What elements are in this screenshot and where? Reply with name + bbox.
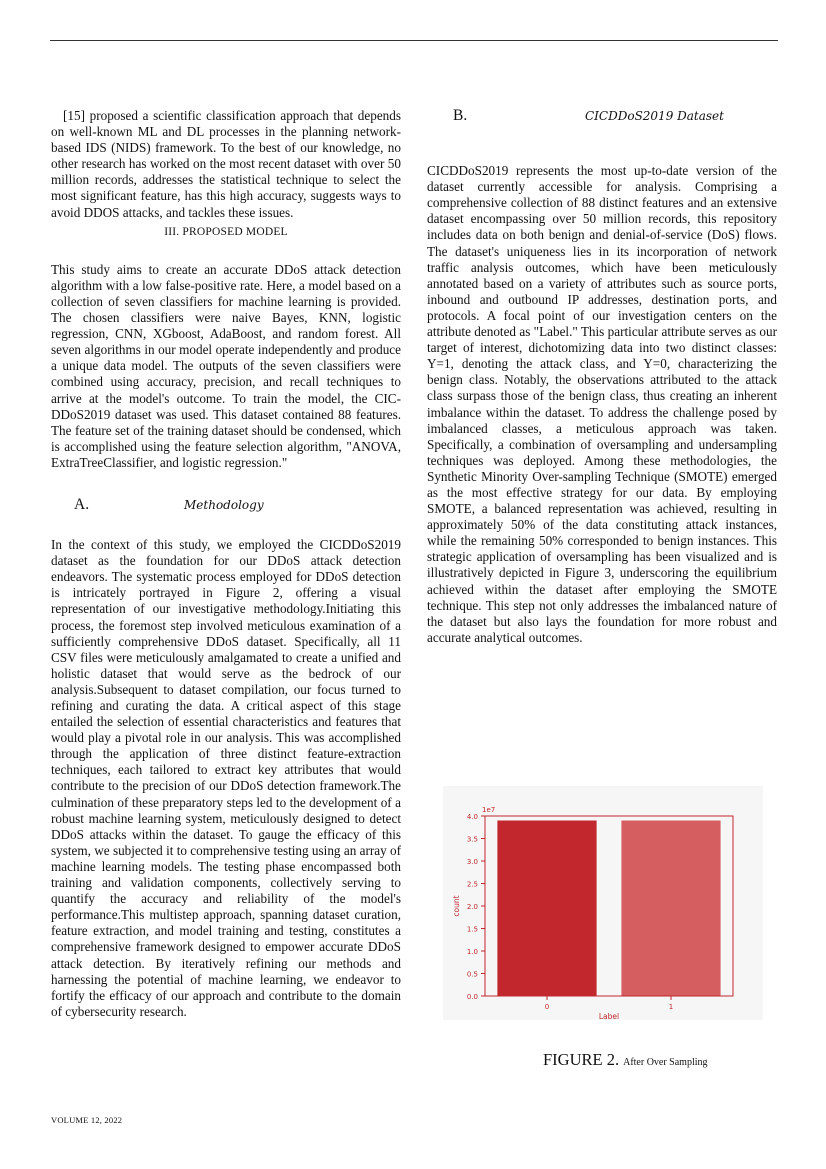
- subsection-b-title: CICDDoS2019 Dataset: [585, 109, 724, 123]
- y-tick-label: 1.5: [466, 925, 478, 934]
- y-tick-label: 3.5: [466, 835, 478, 844]
- y-tick-label: 0.5: [466, 970, 478, 979]
- y-tick-label: 2.0: [466, 903, 478, 911]
- y-tick-label: 2.5: [466, 880, 478, 889]
- y-tick-label: 4.0: [466, 813, 478, 821]
- bar-chart: [443, 786, 763, 1020]
- footer-volume: VOLUME 12, 2022: [51, 1115, 123, 1125]
- dataset-paragraph: CICDDoS2019 represents the most up-to-date version of the dataset currently accessible for analysis. Comprising a comprehensive collection of 88 distinct features and an extensive dataset encompassing over 50 million records, this repository includes data on both benign and denial-of-service (DoS) flows. The dataset's uniqueness lies in its incorporation of network traffic analysis outcomes, which have been meticulously annotated based on a variety of attributes such as source ports, inbound and outbound IP addresses, destination ports, and protocols. A focal point of our investigation centers on the attribute denoted as "Label." This particular attribute serves as our target of interest, dichotomizing data into two distinct classes: Y=1, denoting the attack class, and Y=0, characterizing the benign class. Notably, the observations attributed to the attack class surpass those of the benign class, thus creating an inherent imbalance within the dataset. To address the challenge posed by imbalanced classes, a meticulous approach was taken. Specifically, a combination of oversampling and undersampling techniques was deployed. Among these methodologies, the Synthetic Minority Over-sampling Technique (SMOTE) emerged as the most effective strategy for our data. By employing SMOTE, a balanced representation was achieved, resulting in approximately 50% of the data constituting attack instances, while the remaining 50% corresponded to benign instances. This strategic application of oversampling has been visualized and is illustratively depicted in Figure 3, underscoring the equilibrium achieved within the dataset after employing the SMOTE technique. This step not only addresses the imbalanced nature of the dataset but also lays the foundation for more robust and accurate analytical outcomes.: [427, 163, 777, 645]
- section-heading-proposed-model: III. PROPOSED MODEL: [164, 225, 288, 238]
- intro-paragraph: [15] proposed a scientific classification approach that depends on well-known ML and DL processes in the planning network-based IDS (NIDS) framework. To the best of our knowledge, no other research has worked on the most recent dataset with over 50 million records, addresses the statistical technique to select the most significant feature, has this high accuracy, suggests ways to avoid DDOS attacks, and tackles these issues.: [51, 108, 401, 220]
- figure-caption: [543, 1050, 708, 1070]
- subsection-a-heading: [51, 497, 401, 513]
- figure-caption-label: FIGURE 2.: [543, 1050, 620, 1069]
- x-tick-label: 1: [668, 1003, 674, 1011]
- subsection-a-title: Methodology: [184, 497, 264, 512]
- x-axis-label: Label: [598, 1012, 620, 1020]
- y-tick-label: 3.0: [466, 858, 478, 866]
- methodology-paragraph: In the context of this study, we employed the CICDDoS2019 dataset as the foundation for our DDoS attack detection endeavors. The systematic process employed for DDoS detection is intricately portrayed in Figure 2, offering a visual representation of our investigative methodology.Initiating this process, the foremost step involved meticulous examination of a sufficiently comprehensive DDoS dataset. Specifically, all 11 CSV files were meticulously amalgamated to create a unified and holistic dataset that would serve as the bedrock of our analysis.Subsequent to dataset compilation, our focus turned to refining and curating the data. A critical aspect of this stage entailed the selection of essential characteristics and features that would play a pivotal role in our analysis. This was accomplished through the application of three distinct feature-extraction techniques, each tailored to extract key attributes that would contribute to the precision of our DDoS detection framework.The culmination of these preparatory steps led to the development of a robust machine learning system, meticulously designed to detect DDoS attacks within the dataset. To gauge the efficacy of this system, we subjected it to comprehensive testing using an array of machine learning models. The testing phase encompassed both training and validation components, collectively serving to quantify the accuracy and reliability of the model's performance.This multistep approach, spanning dataset curation, feature extraction, and model training and testing, constitutes a comprehensive framework designed to empower accurate DDoS attack detection. By iteratively refining our methods and harnessing the potential of machine learning, we endeavor to fortify the efficacy of our approach and contribute to the domain of cybersecurity research.: [51, 537, 401, 1019]
- y-tick-label: 0.0: [466, 993, 478, 1001]
- proposed-model-paragraph: This study aims to create an accurate DDoS attack detection algorithm with a low false-positive rate. Here, a model based on a collection of seven classifiers for machine learning is provided. The chosen classifiers were naive Bayes, KNN, logistic regression, CNN, XGboost, AdaBoost, and random forest. All seven algorithms in our model operate independently and produce a unique data model. The outputs of the seven classifiers were combined using accuracy, precision, and recall techniques to arrive at the model's outcome. To train the model, the CIC-DDoS2019 dataset was used. This dataset contained 88 features. The feature set of the training dataset should be condensed, which is accomplished using the feature selection algorithm, "ANOVA, ExtraTreeClassifier, and logistic regression.": [51, 261, 401, 470]
- header-rule: [50, 40, 778, 41]
- subsection-b-letter: B.: [453, 107, 468, 124]
- left-column: [51, 108, 401, 1020]
- y-axis-label: count: [452, 895, 461, 917]
- bar-1: [621, 821, 720, 997]
- right-column: [427, 108, 777, 646]
- figure-chart: [443, 786, 763, 1020]
- subsection-a-letter: A.: [74, 495, 90, 513]
- bar-0: [497, 821, 596, 997]
- x-tick-label: 0: [544, 1003, 550, 1011]
- figure-caption-text: After Over Sampling: [623, 1057, 708, 1068]
- y-scale-label: 1e7: [482, 806, 496, 814]
- subsection-b-heading: [427, 108, 777, 124]
- y-tick-label: 1.0: [466, 948, 478, 956]
